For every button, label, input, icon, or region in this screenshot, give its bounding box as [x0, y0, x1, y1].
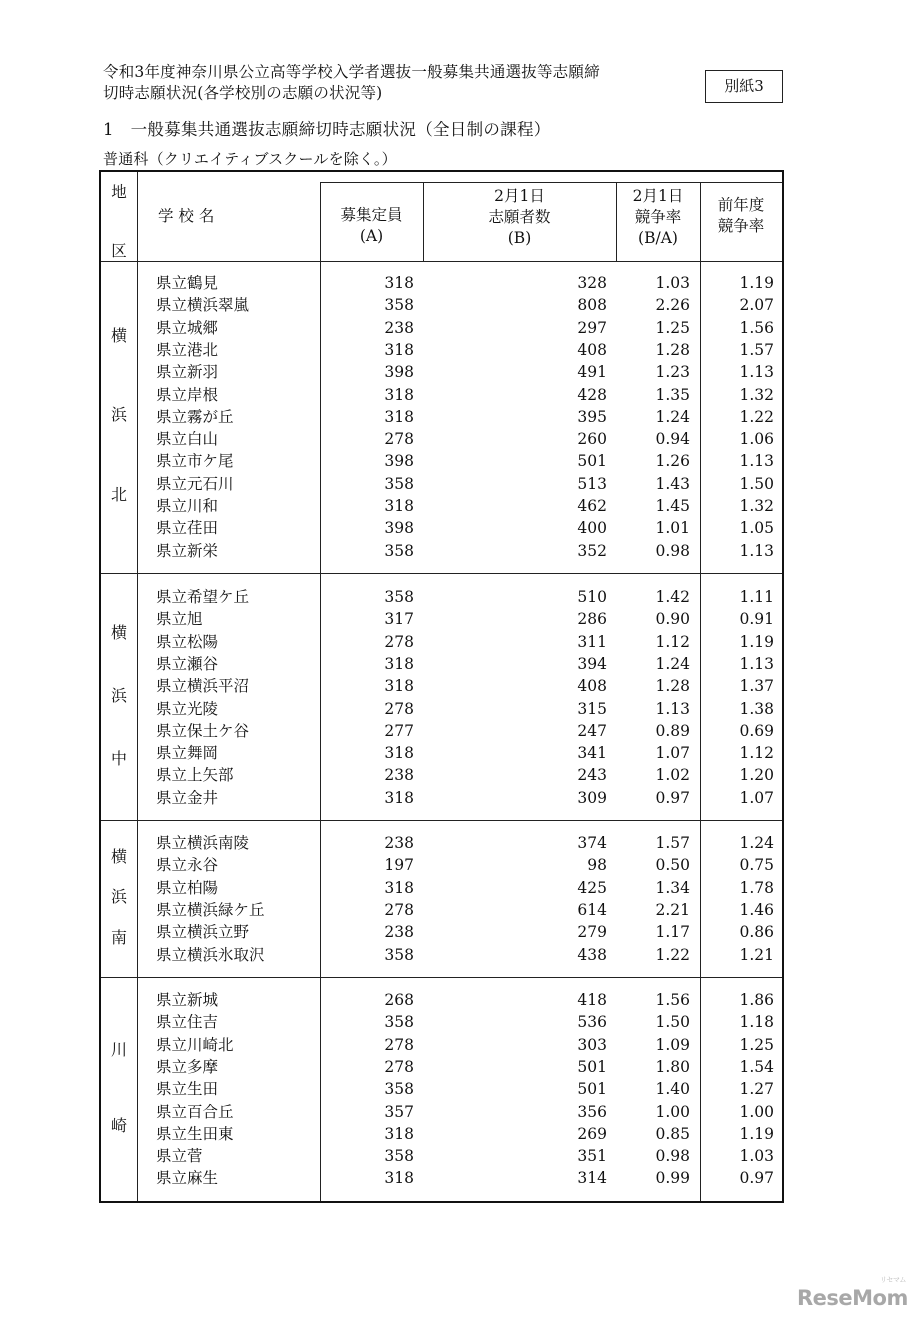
applicants-cell: 408: [577, 340, 607, 359]
rate-cell: 0.89: [655, 721, 690, 740]
prev-rate-cell: 1.46: [739, 900, 774, 919]
header-rate-line: 競争率: [634, 208, 682, 226]
school-name-cell: 県立横浜立野: [156, 923, 250, 942]
table-row: [0, 720, 909, 742]
capacity-cell: 318: [384, 677, 414, 696]
table-row: [0, 854, 909, 876]
applicants-cell: 356: [577, 1102, 607, 1121]
rate-cell: 1.07: [655, 744, 690, 763]
prev-rate-cell: 1.07: [739, 788, 774, 807]
prev-rate-cell: 1.13: [739, 654, 774, 673]
capacity-cell: 398: [384, 363, 414, 382]
prev-rate-cell: 1.57: [739, 340, 774, 359]
prev-rate-cell: 1.03: [739, 1147, 774, 1166]
applicants-cell: 341: [577, 744, 607, 763]
prev-rate-cell: 1.50: [739, 474, 774, 493]
prev-rate-cell: 1.13: [739, 541, 774, 560]
applicants-cell: 428: [577, 385, 607, 404]
section-title: 1 一般募集共通選抜志願締切時志願状況（全日制の課程）: [103, 120, 551, 139]
header-applicants-line: 2月1日: [494, 187, 545, 205]
rate-cell: 1.42: [655, 588, 690, 606]
prev-rate-cell: 1.86: [739, 991, 774, 1009]
capacity-cell: 277: [384, 721, 414, 740]
prev-rate-cell: 1.32: [739, 497, 774, 515]
table-row: [0, 1034, 909, 1056]
applicants-cell: 98: [587, 856, 607, 875]
prev-rate-cell: 1.54: [739, 1057, 774, 1076]
school-name-cell: 県立柏陽: [156, 878, 219, 897]
rate-cell: 1.01: [655, 519, 690, 538]
rate-cell: 1.28: [655, 677, 690, 696]
applicants-cell: 438: [577, 945, 607, 964]
table-row: [0, 899, 909, 921]
applicants-cell: 394: [577, 654, 607, 673]
header-district-char: 地: [111, 183, 127, 201]
applicants-cell: 462: [577, 497, 607, 515]
table-row: [0, 384, 909, 406]
capacity-cell: 358: [384, 1147, 414, 1166]
school-name-cell: 県立横浜氷取沢: [156, 945, 265, 964]
rate-cell: 1.25: [655, 318, 690, 337]
school-name-cell: 県立生田: [156, 1080, 219, 1099]
table-row: [0, 742, 909, 764]
applicants-cell: 260: [577, 430, 607, 449]
rate-cell: 0.97: [655, 788, 690, 807]
table-row: [0, 1056, 909, 1078]
district-char: 横: [110, 623, 127, 642]
capacity-cell: 398: [384, 519, 414, 538]
logo-subtext: リセマム: [879, 1276, 906, 1284]
rate-cell: 0.90: [655, 610, 690, 629]
school-name-cell: 県立菅: [156, 1147, 203, 1166]
prev-rate-cell: 0.69: [739, 721, 774, 740]
applicants-cell: 315: [577, 699, 607, 718]
capacity-cell: 318: [384, 274, 414, 292]
header-bottom-line: [101, 261, 782, 262]
applicants-cell: 395: [577, 407, 607, 426]
school-name-cell: 県立横浜翠嵐: [156, 296, 250, 315]
capacity-cell: 318: [384, 407, 414, 426]
capacity-cell: 318: [384, 788, 414, 807]
header-district: [101, 180, 137, 268]
prev-rate-cell: 1.38: [739, 699, 774, 718]
capacity-cell: 358: [384, 588, 414, 606]
table-row: [0, 1078, 909, 1100]
header-rate-line: 2月1日: [632, 187, 684, 205]
header-prev-rate: [700, 195, 782, 237]
rate-cell: 1.50: [655, 1013, 690, 1032]
capacity-cell: 278: [384, 1035, 414, 1054]
district-char: 南: [110, 928, 127, 948]
applicants-cell: 491: [577, 363, 607, 382]
rate-cell: 1.22: [655, 945, 690, 964]
annex-label: 別紙3: [705, 70, 783, 103]
capacity-cell: 318: [384, 878, 414, 897]
header-applicants-line: 志願者数: [488, 208, 551, 226]
applicants-cell: 418: [577, 991, 607, 1009]
rate-cell: 1.34: [655, 878, 690, 897]
applicants-cell: 247: [577, 721, 607, 740]
applicants-cell: 425: [577, 878, 607, 897]
applicants-cell: 243: [577, 766, 607, 785]
applicants-cell: 314: [577, 1169, 607, 1188]
applicants-cell: 501: [577, 452, 607, 471]
resemom-logo: [797, 1276, 908, 1310]
applicants-cell: 303: [577, 1035, 607, 1054]
rate-cell: 1.02: [655, 766, 690, 785]
capacity-cell: 318: [384, 654, 414, 673]
school-name-cell: 県立新城: [156, 991, 219, 1009]
rate-cell: 0.98: [655, 541, 690, 560]
school-name-cell: 県立川和: [156, 497, 219, 515]
table-row: [0, 339, 909, 361]
prev-rate-cell: 1.06: [739, 430, 774, 449]
rate-cell: 2.26: [655, 296, 690, 315]
applicants-cell: 536: [577, 1013, 607, 1032]
school-name-cell: 県立新栄: [156, 541, 219, 560]
capacity-cell: 357: [384, 1102, 414, 1121]
header-capacity-line: 募集定員: [340, 206, 403, 224]
table-row: [0, 989, 909, 1011]
header-district-char: 区: [111, 242, 127, 260]
capacity-cell: 358: [384, 945, 414, 964]
school-name-cell: 県立多摩: [156, 1057, 219, 1076]
capacity-cell: 318: [384, 744, 414, 763]
prev-rate-cell: 1.05: [739, 519, 774, 538]
applicants-cell: 311: [577, 632, 607, 651]
table-row: [0, 473, 909, 495]
rate-cell: 1.24: [655, 654, 690, 673]
school-name-cell: 県立保土ケ谷: [156, 721, 250, 740]
school-name-cell: 県立白山: [156, 430, 219, 449]
capacity-cell: 238: [384, 834, 414, 852]
prev-rate-cell: 1.22: [739, 407, 774, 426]
applicants-cell: 279: [577, 923, 607, 942]
applicants-cell: 400: [577, 519, 607, 538]
group-separator: [101, 820, 782, 821]
prev-rate-cell: 1.12: [739, 744, 774, 763]
header-applicants-line: (B): [507, 229, 532, 247]
table-row: [0, 272, 909, 294]
table-row: [0, 631, 909, 653]
capacity-cell: 318: [384, 497, 414, 515]
rate-cell: 1.56: [655, 991, 690, 1009]
applicants-cell: 374: [577, 834, 607, 852]
table-row: [0, 450, 909, 472]
applicants-cell: 501: [577, 1080, 607, 1099]
header-capacity-line: (A): [359, 227, 384, 245]
capacity-cell: 268: [384, 991, 414, 1009]
capacity-cell: 278: [384, 430, 414, 449]
district-char: 川: [110, 1039, 127, 1059]
district-char: 浜: [110, 686, 127, 705]
prev-rate-cell: 1.19: [739, 1124, 774, 1143]
prev-rate-cell: 1.20: [739, 766, 774, 785]
applicants-cell: 408: [577, 677, 607, 696]
applicants-cell: 351: [577, 1147, 607, 1166]
school-name-cell: 県立横浜南陵: [156, 834, 250, 852]
applicants-cell: 501: [577, 1057, 607, 1076]
table-row: [0, 361, 909, 383]
rate-cell: 0.50: [655, 856, 690, 875]
table-row: [0, 944, 909, 966]
school-name-cell: 県立岸根: [156, 385, 219, 404]
school-name-cell: 県立瀬谷: [156, 654, 219, 673]
table-row: [0, 1101, 909, 1123]
applicants-cell: 269: [577, 1124, 607, 1143]
applicants-cell: 328: [577, 274, 607, 292]
capacity-cell: 238: [384, 766, 414, 785]
rate-cell: 1.24: [655, 407, 690, 426]
table-row: [0, 675, 909, 697]
table-row: [0, 317, 909, 339]
capacity-cell: 358: [384, 1013, 414, 1032]
rate-cell: 0.99: [655, 1169, 690, 1188]
rate-cell: 1.28: [655, 340, 690, 359]
applicants-cell: 309: [577, 788, 607, 807]
table-row: [0, 764, 909, 786]
header-rate: [616, 186, 700, 249]
table-row: [0, 608, 909, 630]
rate-cell: 1.09: [655, 1035, 690, 1054]
district-char: 浜: [110, 405, 127, 425]
rate-cell: 2.21: [655, 900, 690, 919]
prev-rate-cell: 1.18: [739, 1013, 774, 1032]
rate-cell: 1.23: [655, 363, 690, 382]
table-row: [0, 698, 909, 720]
capacity-cell: 318: [384, 340, 414, 359]
school-name-cell: 県立霧が丘: [156, 407, 234, 426]
rate-cell: 1.17: [655, 923, 690, 942]
applicants-cell: 513: [577, 474, 607, 493]
school-name-cell: 県立永谷: [156, 856, 219, 875]
capacity-cell: 238: [384, 318, 414, 337]
applicants-cell: 297: [577, 318, 607, 337]
applicants-cell: 510: [577, 588, 607, 606]
rate-cell: 0.98: [655, 1147, 690, 1166]
prev-rate-cell: 1.25: [739, 1035, 774, 1054]
applicants-cell: 352: [577, 541, 607, 560]
table-row: [0, 428, 909, 450]
rate-cell: 1.03: [655, 274, 690, 292]
school-name-cell: 県立光陵: [156, 699, 219, 718]
table-row: [0, 832, 909, 854]
school-name-cell: 県立荏田: [156, 519, 219, 538]
header-top-line: [320, 182, 782, 183]
capacity-cell: 278: [384, 699, 414, 718]
capacity-cell: 278: [384, 1057, 414, 1076]
rate-cell: 1.45: [655, 497, 690, 515]
prev-rate-cell: 1.56: [739, 318, 774, 337]
header-prev-line: 競争率: [717, 217, 765, 235]
table-row: [0, 787, 909, 809]
prev-rate-cell: 1.19: [739, 274, 774, 292]
prev-rate-cell: 1.11: [739, 588, 774, 606]
applicants-cell: 614: [577, 900, 607, 919]
rate-cell: 1.80: [655, 1057, 690, 1076]
school-name-cell: 県立川崎北: [156, 1035, 234, 1054]
table-row: [0, 1167, 909, 1189]
prev-rate-cell: 1.13: [739, 363, 774, 382]
table-row: [0, 877, 909, 899]
prev-rate-cell: 1.13: [739, 452, 774, 471]
school-name-cell: 県立城郷: [156, 318, 219, 337]
prev-rate-cell: 2.07: [739, 296, 774, 315]
rate-cell: 1.43: [655, 474, 690, 493]
prev-rate-cell: 0.91: [739, 610, 774, 629]
prev-rate-cell: 1.21: [739, 945, 774, 964]
capacity-cell: 197: [384, 856, 414, 875]
capacity-cell: 317: [384, 610, 414, 629]
prev-rate-cell: 0.97: [739, 1169, 774, 1188]
table-row: [0, 406, 909, 428]
table-row: [0, 1123, 909, 1145]
school-name-cell: 県立上矢部: [156, 766, 234, 785]
header-capacity: [320, 205, 423, 247]
school-name-cell: 県立新羽: [156, 363, 219, 382]
table-row: [0, 1011, 909, 1033]
district-char: 中: [110, 749, 127, 768]
district-char: 北: [110, 485, 127, 505]
school-name-cell: 県立松陽: [156, 632, 219, 651]
school-name-cell: 県立舞岡: [156, 744, 219, 763]
capacity-cell: 278: [384, 900, 414, 919]
table-row: [0, 586, 909, 608]
rate-cell: 0.85: [655, 1124, 690, 1143]
title-line-1: 令和3年度神奈川県公立高等学校入学者選抜一般募集共通選抜等志願締: [103, 63, 600, 81]
prev-rate-cell: 1.24: [739, 834, 774, 852]
header-school: 学 校 名: [158, 207, 215, 225]
rate-cell: 1.40: [655, 1080, 690, 1099]
school-name-cell: 県立麻生: [156, 1169, 219, 1188]
logo-text: ReseMom: [797, 1286, 908, 1310]
capacity-cell: 318: [384, 1169, 414, 1188]
school-name-cell: 県立住吉: [156, 1013, 219, 1032]
capacity-cell: 358: [384, 1080, 414, 1099]
rate-cell: 1.00: [655, 1102, 690, 1121]
header-prev-line: 前年度: [717, 196, 765, 214]
rate-cell: 1.35: [655, 385, 690, 404]
rate-cell: 1.57: [655, 834, 690, 852]
prev-rate-cell: 1.00: [739, 1102, 774, 1121]
school-name-cell: 県立横浜緑ケ丘: [156, 900, 265, 919]
school-name-cell: 県立元石川: [156, 474, 234, 493]
district-char: 横: [110, 846, 127, 866]
capacity-cell: 238: [384, 923, 414, 942]
header-applicants: [423, 186, 616, 249]
table-row: [0, 517, 909, 539]
school-name-cell: 県立鶴見: [156, 274, 219, 292]
school-name-cell: 県立港北: [156, 340, 219, 359]
prev-rate-cell: 1.32: [739, 385, 774, 404]
school-name-cell: 県立市ケ尾: [156, 452, 234, 471]
prev-rate-cell: 1.19: [739, 632, 774, 651]
school-name-cell: 県立生田東: [156, 1124, 234, 1143]
capacity-cell: 398: [384, 452, 414, 471]
course-label: 普通科（クリエイティブスクールを除く。）: [103, 150, 397, 168]
prev-rate-cell: 1.78: [739, 878, 774, 897]
capacity-cell: 358: [384, 296, 414, 315]
applicants-cell: 286: [577, 610, 607, 629]
school-name-cell: 県立旭: [156, 610, 203, 629]
table-row: [0, 495, 909, 517]
table-row: [0, 653, 909, 675]
document-title: [103, 62, 703, 104]
school-name-cell: 県立金井: [156, 788, 219, 807]
group-separator: [101, 573, 782, 574]
prev-rate-cell: 1.37: [739, 677, 774, 696]
table-row: [0, 294, 909, 316]
rate-cell: 0.94: [655, 430, 690, 449]
capacity-cell: 318: [384, 385, 414, 404]
rate-cell: 1.13: [655, 699, 690, 718]
rate-cell: 1.26: [655, 452, 690, 471]
capacity-cell: 358: [384, 474, 414, 493]
prev-rate-cell: 0.86: [739, 923, 774, 942]
applicants-cell: 808: [577, 296, 607, 315]
school-name-cell: 県立希望ケ丘: [156, 588, 250, 606]
table-row: [0, 921, 909, 943]
capacity-cell: 318: [384, 1124, 414, 1143]
school-name-cell: 県立横浜平沼: [156, 677, 250, 696]
district-char: 崎: [110, 1116, 127, 1136]
group-separator: [101, 977, 782, 978]
district-char: 横: [110, 325, 127, 345]
prev-rate-cell: 1.27: [739, 1080, 774, 1099]
title-line-2: 切時志願状況(各学校別の志願の状況等): [103, 84, 383, 102]
rate-cell: 1.12: [655, 632, 690, 651]
school-name-cell: 県立百合丘: [156, 1102, 234, 1121]
capacity-cell: 278: [384, 632, 414, 651]
prev-rate-cell: 0.75: [739, 856, 774, 875]
district-char: 浜: [110, 887, 127, 907]
table-row: [0, 540, 909, 562]
header-rate-line: (B/A): [638, 229, 678, 247]
capacity-cell: 358: [384, 541, 414, 560]
table-row: [0, 1145, 909, 1167]
